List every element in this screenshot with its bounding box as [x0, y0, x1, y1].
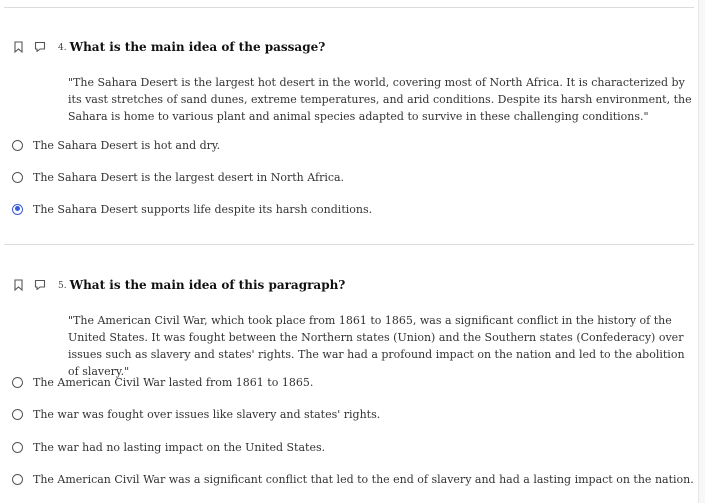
comment-icon[interactable]	[34, 278, 46, 292]
question-5-header	[12, 276, 345, 294]
bookmark-icon[interactable]	[12, 278, 24, 292]
answer-option[interactable]	[10, 405, 380, 423]
answer-option[interactable]	[10, 438, 325, 456]
option-label: The American Civil War lasted from 1861 to 1865.	[33, 375, 314, 389]
answer-option[interactable]	[10, 373, 313, 391]
option-label: The Sahara Desert is the largest desert in North Africa.	[33, 170, 345, 184]
option-label: The Sahara Desert supports life despite its harsh conditions.	[33, 202, 373, 216]
radio-button[interactable]	[12, 377, 23, 388]
question-title: What is the main idea of the passage?	[69, 40, 326, 54]
radio-button-selected[interactable]	[12, 204, 23, 215]
passage-text: "The American Civil War, which took place from 1861 to 1865, was a significant conflict in the history of the United States. It was fought between the Northern states (Union) and the Southern states (Confederacy) over issues such as slavery and states' rights. The war had a profound impact on the nation and led to the abolition of slavery."	[68, 314, 685, 378]
radio-button[interactable]	[12, 140, 23, 151]
radio-button[interactable]	[12, 172, 23, 183]
radio-button[interactable]	[12, 474, 23, 485]
comment-icon[interactable]	[34, 40, 46, 54]
radio-button[interactable]	[12, 442, 23, 453]
option-label: The Sahara Desert is hot and dry.	[33, 138, 221, 152]
option-label: The war had no lasting impact on the United States.	[33, 440, 326, 454]
divider-top	[4, 7, 694, 8]
option-label: The war was fought over issues like slavery and states' rights.	[33, 407, 381, 421]
option-label: The American Civil War was a significant conflict that led to the end of slavery and had a lasting impact on the nation.	[33, 472, 694, 486]
bookmark-icon[interactable]	[12, 40, 24, 54]
answer-option[interactable]	[10, 470, 694, 488]
radio-button[interactable]	[12, 409, 23, 420]
answer-option[interactable]	[10, 200, 372, 218]
question-4-header	[12, 38, 325, 56]
scrollbar-track[interactable]	[698, 0, 705, 503]
question-number: 4.	[58, 43, 67, 53]
divider-middle	[4, 244, 694, 245]
question-title: What is the main idea of this paragraph?	[69, 278, 346, 292]
answer-option[interactable]	[10, 168, 344, 186]
question-number: 5.	[58, 281, 67, 291]
answer-option[interactable]	[10, 136, 220, 154]
passage-text: "The Sahara Desert is the largest hot desert in the world, covering most of North Africa. It is characterized by its vast stretches of sand dunes, extreme temperatures, and arid conditions. Despite its harsh environment, the Sahara is home to various plant and animal species adapted to survive in these challenging conditions."	[68, 76, 692, 123]
